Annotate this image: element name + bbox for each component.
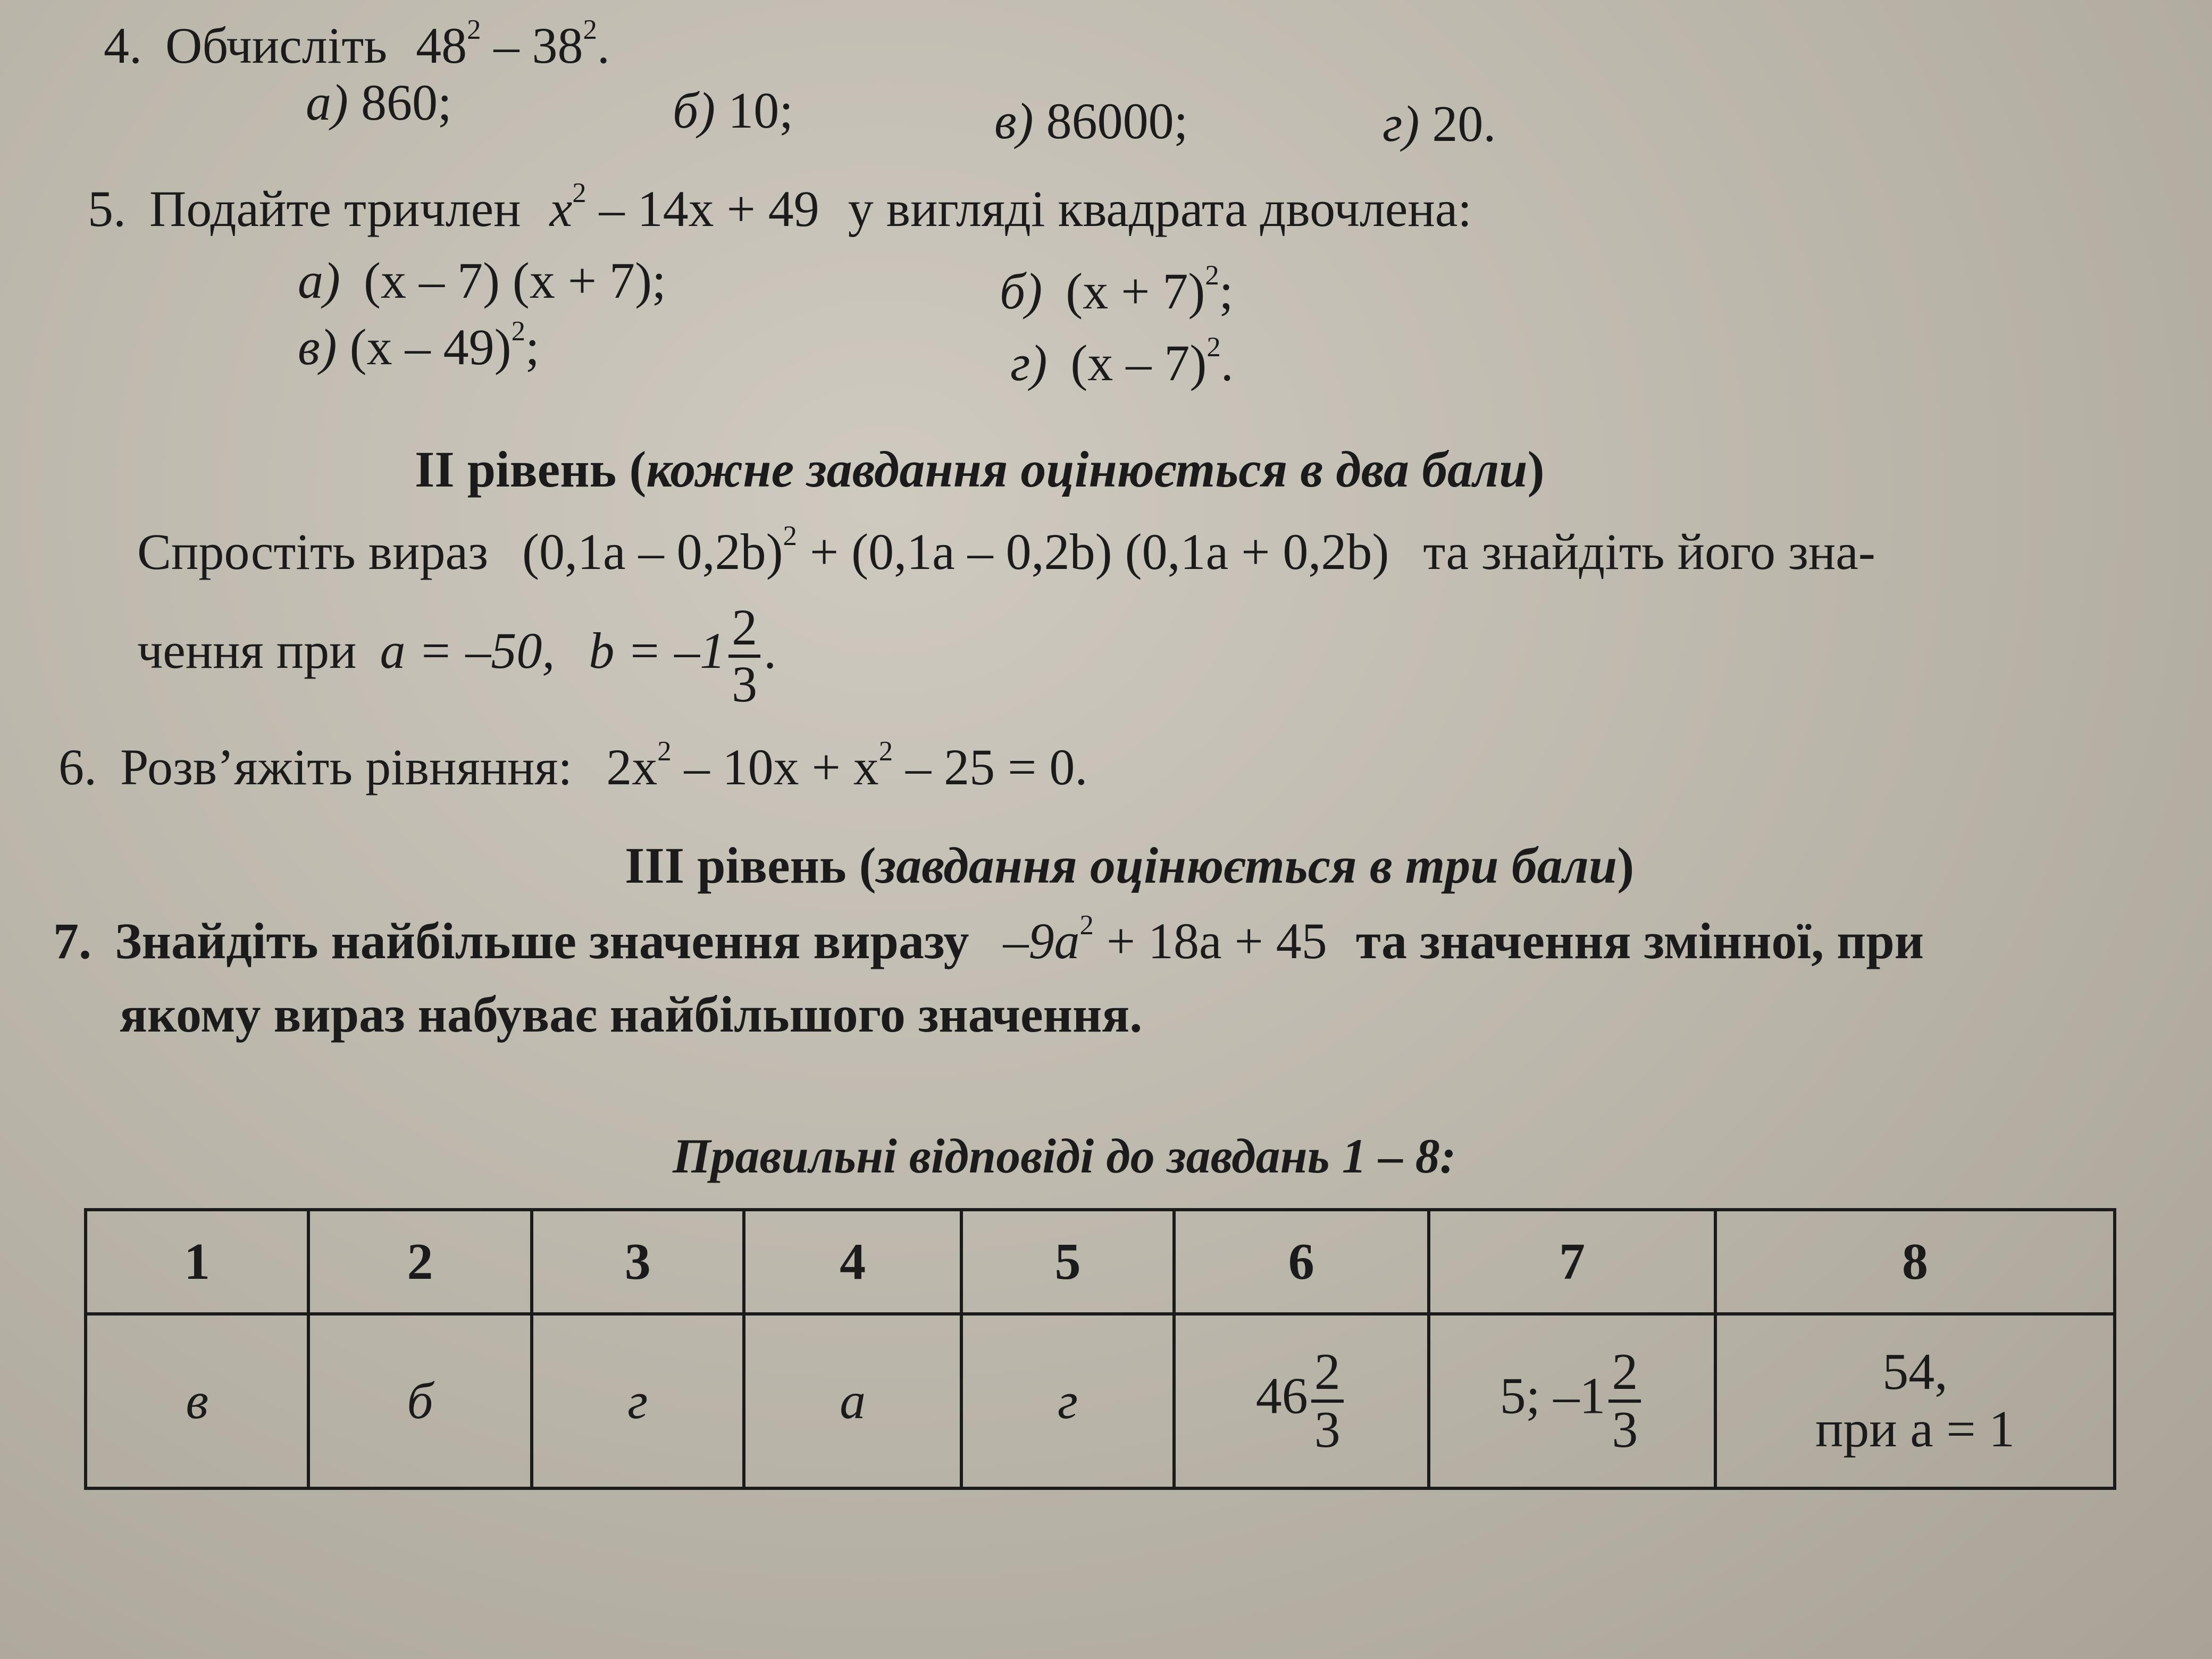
header-cell: 7 [1429,1210,1715,1314]
q4-option-d: г) 20. [1382,95,1496,152]
answers-header-row [86,1210,2115,1314]
answer-cell: а [744,1314,961,1488]
q6-line [58,736,1088,795]
header-cell: 5 [961,1210,1174,1314]
fraction-two-thirds: $\frac{2}{3}$ [728,601,760,711]
q7-number: 7. [53,912,91,969]
answer-cell: г [961,1314,1174,1488]
q4-option-a: а) 860; [306,74,452,131]
level2-expression: (0,1a – 0,2b)$^2$ + (0,1a – 0,2b) (0,1a + 0,2b) [522,521,1389,580]
answer-cell: г [532,1314,744,1488]
level2-task-text: Спростіть вираз [137,523,488,580]
level2-task-line1 [137,521,1875,580]
header-cell: 2 [308,1210,531,1314]
q7-line1 [53,910,1924,969]
q7-line2: якому вираз набуває найбільшого значення. [120,986,1143,1043]
q4-line [104,14,610,74]
q4-option-c: в) 86000; [994,93,1188,149]
q5-text-after: у вигляді квадрата двочлена: [848,180,1472,237]
q4-option-b: б) 10; [673,82,793,139]
header-cell: 3 [532,1210,744,1314]
level2-heading: ІІ рівень (кожне завдання оцінюється в два бали) [415,441,1545,498]
answers-title: Правильні відповіді до завдань 1 – 8: [673,1129,1456,1183]
q6-number: 6. [58,739,97,795]
level3-heading: ІІІ рівень (завдання оцінюється в три бали) [625,837,1635,894]
header-cell: 1 [86,1210,308,1314]
q6-expression: $2x^2 - 10x + x^2 - 25 = 0$. [606,736,1088,795]
q6-text: Розв’яжіть рівняння: [120,739,573,795]
answer-cell-7: 5; –1 $\frac{2}{3}$ [1429,1314,1715,1488]
level2-task-line2: чення при a = –50, b = –1 $\frac{2}{3}$ . [137,599,777,713]
header-cell: 8 [1715,1210,2115,1314]
q4-text: Обчисліть [165,17,388,74]
q7-text: Знайдіть найбільше значення виразу [115,912,969,969]
q5-option-b: б) $(x + 7)^2$; [1000,260,1234,320]
q5-number: 5. [88,180,126,237]
header-cell: 6 [1174,1210,1429,1314]
answer-cell-8: 54, при a = 1 [1715,1314,2115,1488]
q5-expression: $x^2 - 14x + 49$ [549,178,819,237]
answer-cell: б [308,1314,531,1488]
answer-cell: в [86,1314,308,1488]
q5-option-d: г) (x – 7)$^2$. [1010,332,1234,391]
q5-line [88,178,1472,237]
q7-expression: $-9a^2 + 18a + 45$ [1003,910,1327,969]
q4-expression: $48^2 - 38^2$. [416,14,610,74]
q7-text-2: та значення змінної, при [1355,912,1924,969]
header-cell: 4 [744,1210,961,1314]
q5-option-c: в) (x – 49)$^2$; [298,316,540,375]
answer-cell-6: 46 $\frac{2}{3}$ [1174,1314,1429,1488]
q5-text: Подайте тричлен [149,180,521,237]
level2-task-end: та знайдіть його зна- [1423,523,1875,580]
answers-value-row [86,1314,2115,1488]
q5-option-a: а) (x – 7) (x + 7); [298,252,666,309]
q4-number: 4. [104,17,142,74]
answers-table [84,1208,2116,1490]
